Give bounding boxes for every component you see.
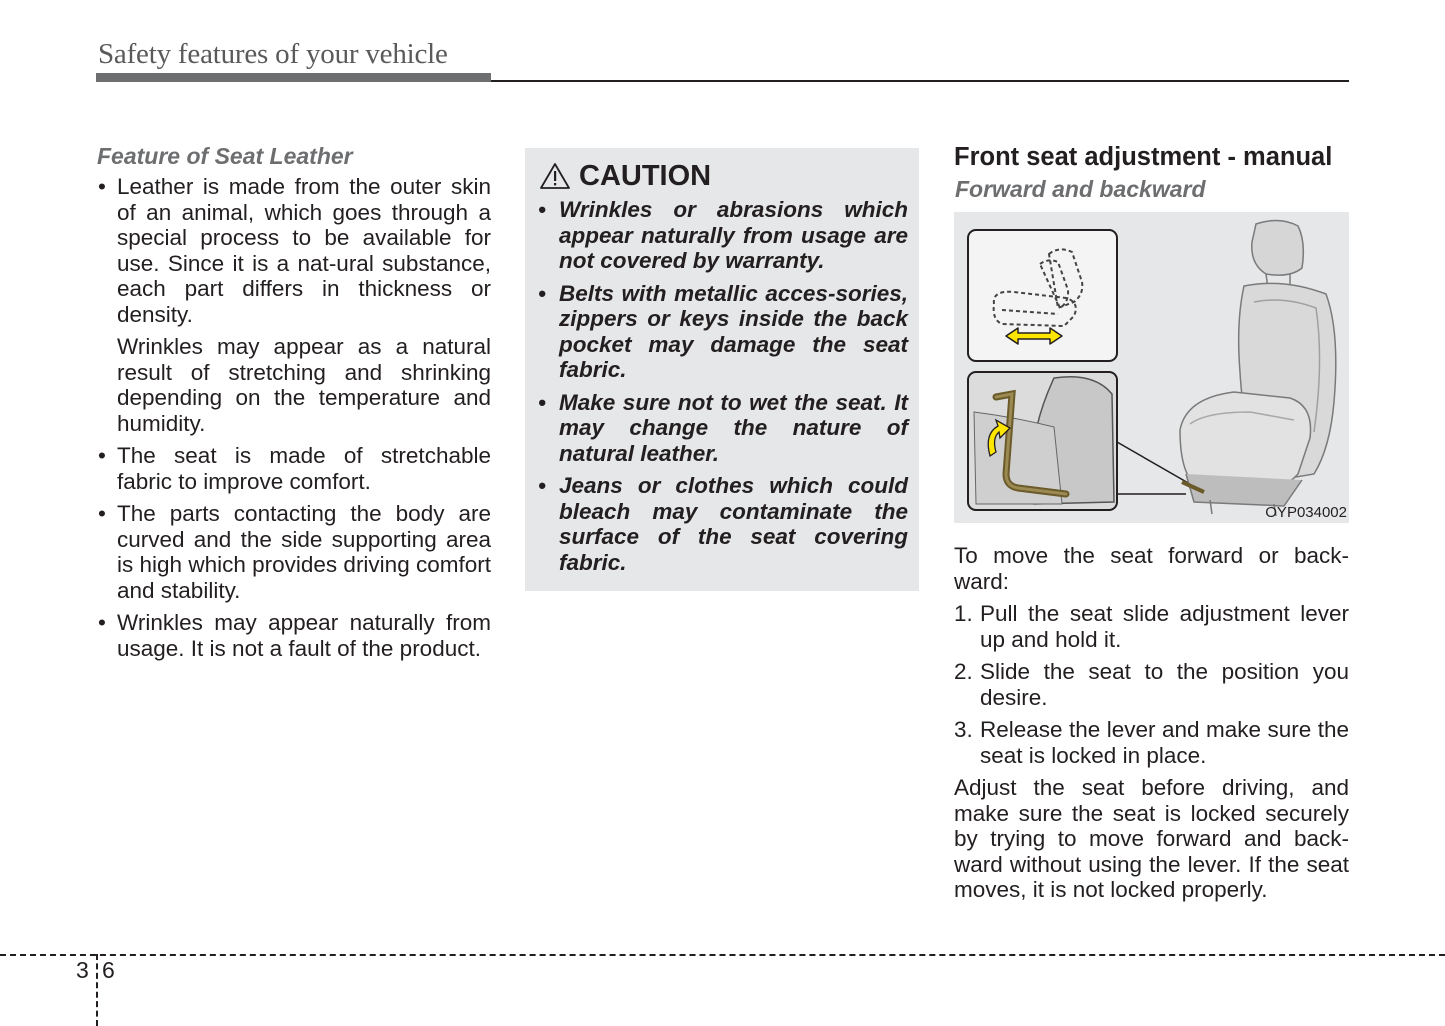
page-header-title: Safety features of your vehicle bbox=[98, 38, 448, 70]
header-accent-bar bbox=[96, 73, 491, 82]
list-item bbox=[96, 174, 491, 436]
step-number: 2. bbox=[954, 659, 973, 684]
caution-box bbox=[525, 148, 919, 591]
step-text: Slide the seat to the position you desire. bbox=[980, 659, 1349, 710]
warning-triangle-icon bbox=[539, 162, 571, 190]
section-title: Front seat adjustment - manual bbox=[954, 143, 1333, 171]
step-text: Pull the seat slide adjustment lever up and hold it. bbox=[980, 601, 1349, 652]
list-item-text: The seat is made of stretchable fabric to improve comfort. bbox=[117, 443, 491, 494]
list-item bbox=[954, 659, 1349, 710]
page-number: 6 bbox=[102, 957, 115, 983]
outro-text: Adjust the seat before driving, and make sure the seat is locked securely by trying to move forward and back-ward without using the lever. If the seat moves, it is not locked properly. bbox=[954, 775, 1349, 902]
bullet-dot: • bbox=[98, 610, 106, 635]
seat-illustration bbox=[954, 212, 1349, 523]
left-column bbox=[96, 142, 491, 668]
caution-item-text: Wrinkles or abrasions which appear naturally from usage are not covered by warranty. bbox=[559, 197, 908, 273]
seat-leather-list bbox=[96, 174, 491, 661]
caution-list bbox=[537, 197, 908, 582]
bullet-dot: • bbox=[98, 501, 106, 526]
list-item bbox=[954, 717, 1349, 768]
step-number: 3. bbox=[954, 717, 973, 742]
list-item bbox=[96, 610, 491, 661]
right-column bbox=[954, 140, 1349, 903]
bullet-dot: • bbox=[98, 443, 106, 468]
list-item bbox=[537, 390, 908, 467]
figure-code: OYP034002 bbox=[1265, 504, 1347, 521]
list-item bbox=[537, 281, 908, 383]
seat-leather-subhead: Feature of Seat Leather bbox=[97, 143, 353, 169]
chapter-number: 3 bbox=[76, 957, 89, 983]
list-item bbox=[537, 197, 908, 274]
list-item-text: Wrinkles may appear naturally from usage. It is not a fault of the product. bbox=[117, 610, 491, 661]
caution-item-text: Belts with metallic acces-sories, zippers or keys inside the back pocket may damage the seat fabric. bbox=[559, 280, 908, 382]
caution-item-text: Jeans or clothes which could bleach may contaminate the surface of the seat covering fabric. bbox=[559, 473, 908, 575]
list-item bbox=[96, 443, 491, 494]
list-item-text: Wrinkles may appear as a natural result of stretching and shrinking depending on the temperature and humidity. bbox=[117, 334, 491, 436]
caution-title-text: CAUTION bbox=[579, 159, 712, 192]
bullet-dot: • bbox=[538, 473, 546, 498]
list-item bbox=[537, 473, 908, 575]
list-item bbox=[96, 501, 491, 603]
bullet-dot: • bbox=[98, 174, 106, 199]
bullet-dot: • bbox=[538, 389, 546, 415]
footer-dashed-rule bbox=[0, 954, 1445, 956]
step-text: Release the lever and make sure the seat is locked in place. bbox=[980, 717, 1349, 768]
list-item-text: The parts contacting the body are curved and the side supporting area is high which provides driving comfort and stability. bbox=[117, 501, 491, 603]
intro-text: To move the seat forward or back-ward: bbox=[954, 543, 1349, 594]
steps-list bbox=[954, 601, 1349, 768]
list-item bbox=[954, 601, 1349, 652]
footer-dashed-divider bbox=[96, 954, 98, 1026]
caution-heading bbox=[539, 158, 711, 194]
seat-adjustment-figure bbox=[954, 212, 1349, 523]
header-rule bbox=[491, 80, 1349, 82]
bullet-dot: • bbox=[538, 197, 546, 222]
list-item-text: Leather is made from the outer skin of an animal, which goes through a special process to be available for use. Since it is a nat-ural substance, each part differs in thickness or density. bbox=[117, 174, 491, 327]
step-number: 1. bbox=[954, 601, 973, 626]
section-subtitle: Forward and backward bbox=[955, 176, 1206, 202]
caution-item-text: Make sure not to wet the seat. It may change the nature of natural leather. bbox=[559, 389, 908, 466]
bullet-dot: • bbox=[538, 280, 546, 306]
